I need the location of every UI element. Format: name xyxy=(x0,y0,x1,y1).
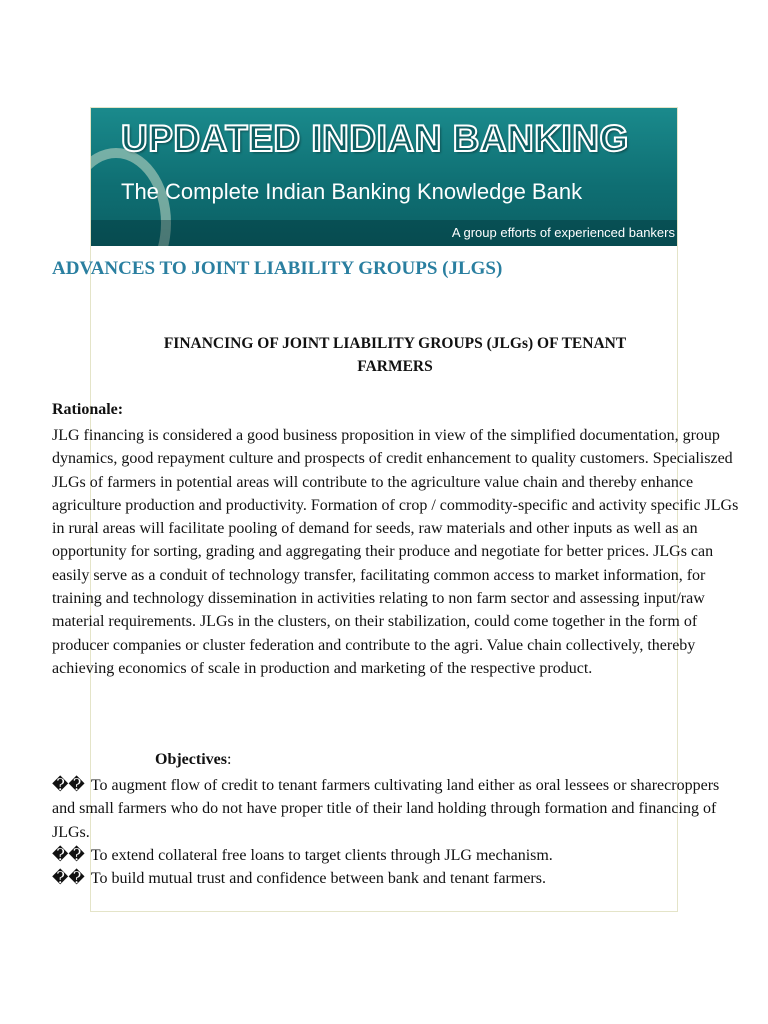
objective-item xyxy=(52,844,742,867)
bullet-glyph: �� xyxy=(52,777,85,794)
banner-title: UPDATED INDIAN BANKING xyxy=(121,118,629,159)
document-title-line-1: FINANCING OF JOINT LIABILITY GROUPS (JLGs) OF TENANT xyxy=(163,335,627,352)
banner-tagline: A group efforts of experienced bankers xyxy=(451,225,675,240)
rationale-body: JLG financing is considered a good business proposition in view of the simplified documentation, group dynamics, good repayment culture and prospects of credit enhancement to quality customers. Specialiszed JLGs of farmers in potential areas will contribute to the agriculture value chain and thereby enhance agriculture production and productivity. Formation of crop / commodity-specific and activity specific JLGs in rural areas will facilitate pooling of demand for seeds, raw materials and other inputs as well as an opportunity for sorting, grading and aggregating their produce and negotiate for better prices. JLGs can easily serve as a conduit of technology transfer, facilitating common access to market information, for training and technology dissemination in activities relating to non farm sector and assessing input/raw material requirements. JLGs in the clusters, on their stabilization, could come together in the form of producer companies or cluster federation and contribute to the agri. Value chain collectively, thereby achieving economics of scale in production and marketing of the respective product. xyxy=(52,427,739,677)
objectives-label xyxy=(155,751,231,769)
document-title xyxy=(52,332,738,378)
objectives-label-colon: : xyxy=(226,751,232,768)
objectives-label-text: Objectives xyxy=(155,751,227,768)
objective-text: To augment flow of credit to tenant farmers cultivating land either as oral lessees or sharecroppers and small farmers who do not have proper title of their land holding through formation and financing of JLGs. xyxy=(52,777,720,841)
objective-item xyxy=(52,867,742,890)
rationale-label: Rationale: xyxy=(52,401,124,418)
document-title-line-2: FARMERS xyxy=(357,358,433,375)
objective-list xyxy=(52,774,742,890)
section-heading: ADVANCES TO JOINT LIABILITY GROUPS (JLGS) xyxy=(52,258,503,279)
bullet-glyph: �� xyxy=(52,846,85,864)
objective-text: To extend collateral free loans to target clients through JLG mechanism. xyxy=(90,846,553,864)
banner-subtitle: The Complete Indian Banking Knowledge Bank xyxy=(121,179,583,204)
banner xyxy=(91,108,677,246)
bullet-glyph: �� xyxy=(52,870,85,888)
objective-text: To build mutual trust and confidence between bank and tenant farmers. xyxy=(90,870,546,888)
objective-item xyxy=(52,774,742,844)
